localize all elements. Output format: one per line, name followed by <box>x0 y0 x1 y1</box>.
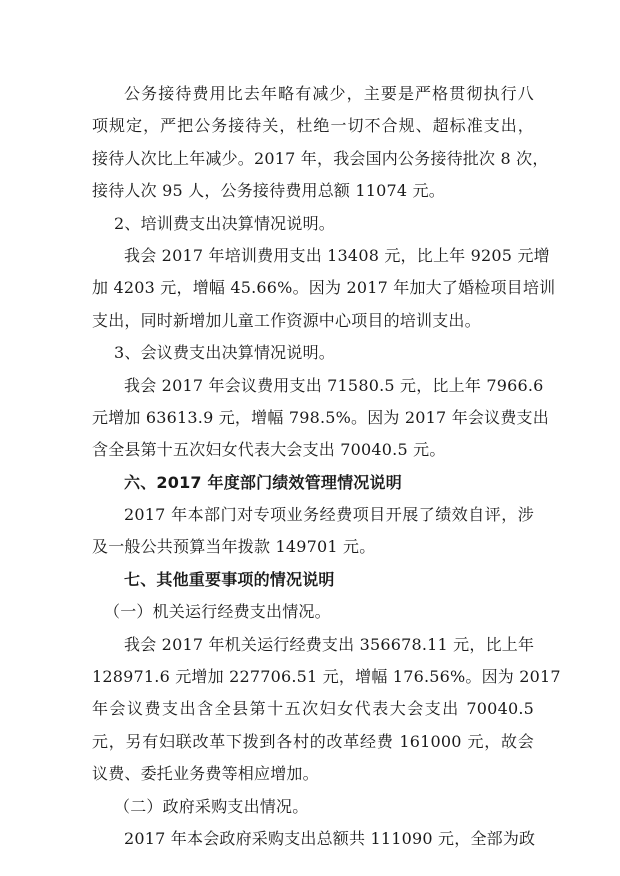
document-body <box>92 78 561 855</box>
text-line: 2017 年本会政府采购支出总额共 111090 元，全部为政 <box>124 828 536 848</box>
text-line: 元，另有妇联改革下拨到各村的改革经费 161000 元，故会 <box>92 731 534 751</box>
text-line: 议费、委托业务费等相应增加。 <box>92 764 319 784</box>
paragraph-training-fee <box>92 240 556 337</box>
text-line: 加 4203 元，增幅 45.66%。因为 2017 年加大了婚检项目培训 <box>92 278 556 298</box>
paragraph-meeting-fee <box>92 370 549 467</box>
subheading-text: 3、会议费支出决算情况说明。 <box>114 343 335 363</box>
text-line: 及一般公共预算当年拨款 149701 元。 <box>92 537 376 557</box>
subheading-meeting <box>92 337 534 369</box>
text-line: 接待人次比上年减少。2017 年，我会国内公务接待批次 8 次， <box>92 148 549 168</box>
section-heading-six <box>92 467 534 499</box>
subheading-text: （二）政府采购支出情况。 <box>114 796 309 816</box>
text-line: 元增加 63613.9 元，增幅 798.5%。因为 2017 年会议费支出 <box>92 407 549 427</box>
subheading-operating <box>92 596 534 628</box>
subheading-text: 2、培训费支出决算情况说明。 <box>114 213 335 233</box>
text-line: 含全县第十五次妇女代表大会支出 70040.5 元。 <box>92 440 446 460</box>
text-line: 2017 年本部门对专项业务经费项目开展了绩效自评，涉 <box>124 505 534 525</box>
text-line: 年会议费支出含全县第十五次妇女代表大会支出 70040.5 <box>92 699 534 719</box>
text-line: 公务接待费用比去年略有减少，主要是严格贯彻执行八 <box>124 84 534 103</box>
text-line: 我会 2017 年培训费用支出 13408 元，比上年 9205 元增 <box>124 245 550 265</box>
paragraph-performance <box>92 499 534 564</box>
text-line: 128971.6 元增加 227706.51 元，增幅 176.56%。因为 2017 <box>92 667 561 687</box>
text-line: 项规定，严把公务接待关，杜绝一切不合规、超标准支出， <box>92 116 534 136</box>
text-line: 支出，同时新增加儿童工作资源中心项目的培训支出。 <box>92 310 481 330</box>
paragraph-reception-fee <box>92 78 549 208</box>
section-heading-text: 六、2017 年度部门绩效管理情况说明 <box>124 472 402 492</box>
paragraph-procurement <box>92 823 534 855</box>
text-line: 接待人次 95 人，公务接待费用总额 11074 元。 <box>92 181 446 201</box>
subheading-training <box>92 208 534 240</box>
text-line: 我会 2017 年会议费用支出 71580.5 元，比上年 7966.6 <box>124 375 544 395</box>
paragraph-operating-fee <box>92 629 561 791</box>
subheading-text: （一）机关运行经费支出情况。 <box>104 602 331 622</box>
section-heading-text: 七、其他重要事项的情况说明 <box>124 569 335 589</box>
text-line: 我会 2017 年机关运行经费支出 356678.11 元，比上年 <box>124 634 535 654</box>
section-heading-seven <box>92 564 534 596</box>
subheading-procurement <box>92 791 534 823</box>
